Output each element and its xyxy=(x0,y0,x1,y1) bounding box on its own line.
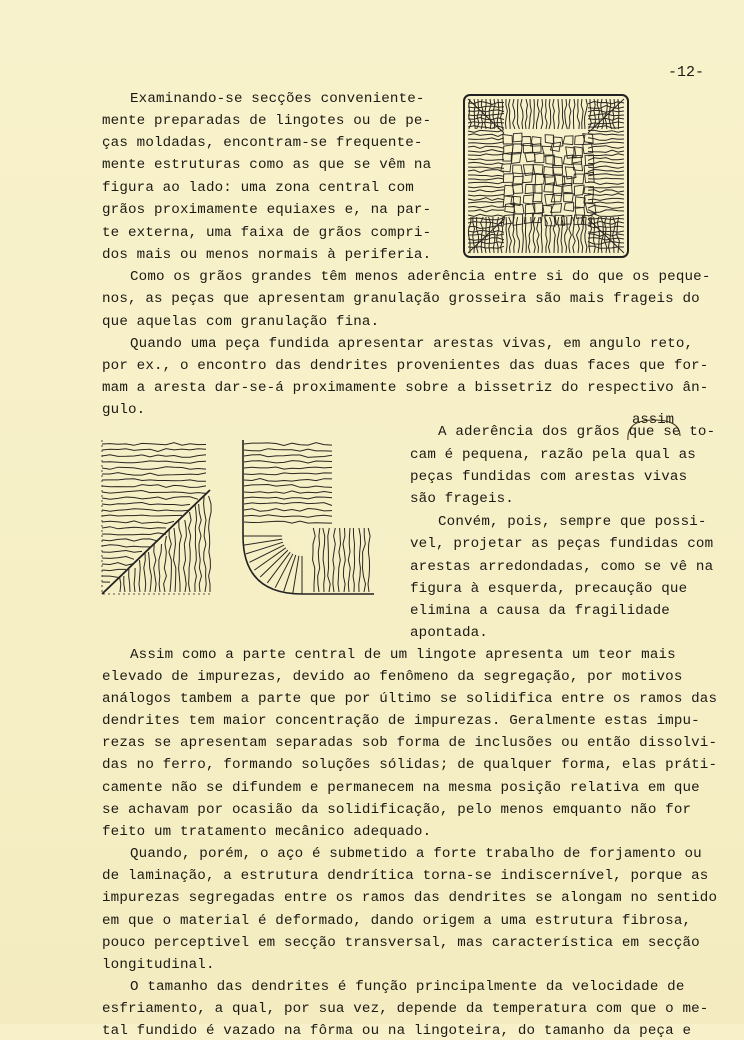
ingot-cross-section-figure xyxy=(462,93,630,259)
text-line: das no ferro, formando soluções sólidas; de qualquer forma, elas práti- xyxy=(102,757,718,773)
text-line: peças fundidas com arestas vivas xyxy=(410,469,688,485)
text-line: são frageis. xyxy=(410,491,514,507)
page-number: -12- xyxy=(668,64,705,81)
text-line: em que o material é deformado, dando origem a uma estrutura fibrosa, xyxy=(102,913,692,929)
text-line: cam é pequena, razão pela qual as xyxy=(410,447,696,463)
sharp-corner-dendrite-figure xyxy=(100,438,216,598)
text-line: Convém, pois, sempre que possi- xyxy=(438,514,707,530)
text-line: de laminação, a estrutura dendrítica torna-se indiscernível, porque as xyxy=(102,868,709,884)
text-line: vel, projetar as peças fundidas com xyxy=(410,536,714,552)
text-line: te externa, uma faixa de grãos compri- xyxy=(102,225,432,241)
text-line: Como os grãos grandes têm menos aderência entre si do que os peque- xyxy=(130,269,711,285)
text-line: longitudinal. xyxy=(102,957,215,973)
text-line: esfriamento, a qual, por sua vez, depende da temperatura com que o me- xyxy=(102,1001,709,1017)
text-line: camente não se difundem e permanecem na mesma posição relativa em que xyxy=(102,780,700,796)
rounded-corner-dendrite-figure xyxy=(240,436,376,598)
text-line: elevado de impurezas, devido ao fenômeno da segregação, por motivos xyxy=(102,669,683,685)
text-line: Quando uma peça fundida apresentar arestas vivas, em angulo reto, xyxy=(130,336,694,352)
text-line: se achavam por ocasião da solidificação, pelo menos emquanto não for xyxy=(102,802,692,818)
text-line: dos mais ou menos normais à periferia. xyxy=(102,247,432,263)
text-line: mente estruturas como as que se vêm na xyxy=(102,157,432,173)
text-line: grãos proximamente equiaxes e, na par- xyxy=(102,202,432,218)
text-line: Assim como a parte central de um lingote apresenta um teor mais xyxy=(130,647,676,663)
handwritten-annotation: assim xyxy=(632,412,675,428)
text-line: feito um tratamento mecânico adequado. xyxy=(102,824,432,840)
text-line: pouco perceptivel em secção transversal, mas característica em secção xyxy=(102,935,700,951)
text-line: análogos tambem a parte que por último se solidifica entre os ramos das xyxy=(102,691,718,707)
text-line: mam a aresta dar-se-á proximamente sobre a bissetriz do respectivo ân- xyxy=(102,380,709,396)
text-line: nos, as peças que apresentam granulação grosseira são mais frageis do xyxy=(102,291,700,307)
text-line: por ex., o encontro das dendrites provenientes das duas faces que for- xyxy=(102,358,709,374)
text-line: figura ao lado: uma zona central com xyxy=(102,180,414,196)
text-line: impurezas segregadas entre os ramos das dendrites se alongam no sentido xyxy=(102,890,718,906)
text-line: dendrites tem maior concentração de impurezas. Geralmente estas impu- xyxy=(102,713,700,729)
text-line: mente preparadas de lingotes ou de pe- xyxy=(102,113,432,129)
text-line: tal fundido é vazado na fôrma ou na lingoteira, do tamanho da peça e xyxy=(102,1023,692,1039)
text-line: arestas arredondadas, como se vê na xyxy=(410,559,714,575)
text-line: elimina a causa da fragilidade xyxy=(410,603,670,619)
text-line: figura à esquerda, precaução que xyxy=(410,581,688,597)
text-line: O tamanho das dendrites é função principalmente da velocidade de xyxy=(130,979,685,995)
text-line: gulo. xyxy=(102,402,146,418)
text-line: apontada. xyxy=(410,625,488,641)
text-line: rezas se apresentam separadas sob forma de inclusões ou então dissolvi- xyxy=(102,735,718,751)
text-line: A aderência dos grãos que se to- xyxy=(438,424,716,440)
text-line: Quando, porém, o aço é submetido a forte trabalho de forjamento ou xyxy=(130,846,702,862)
text-line: Examinando-se secções convenientе- xyxy=(130,91,425,107)
text-line: ças moldadas, encontram-se frequente- xyxy=(102,135,423,151)
text-line: que aquelas com granulação fina. xyxy=(102,314,380,330)
